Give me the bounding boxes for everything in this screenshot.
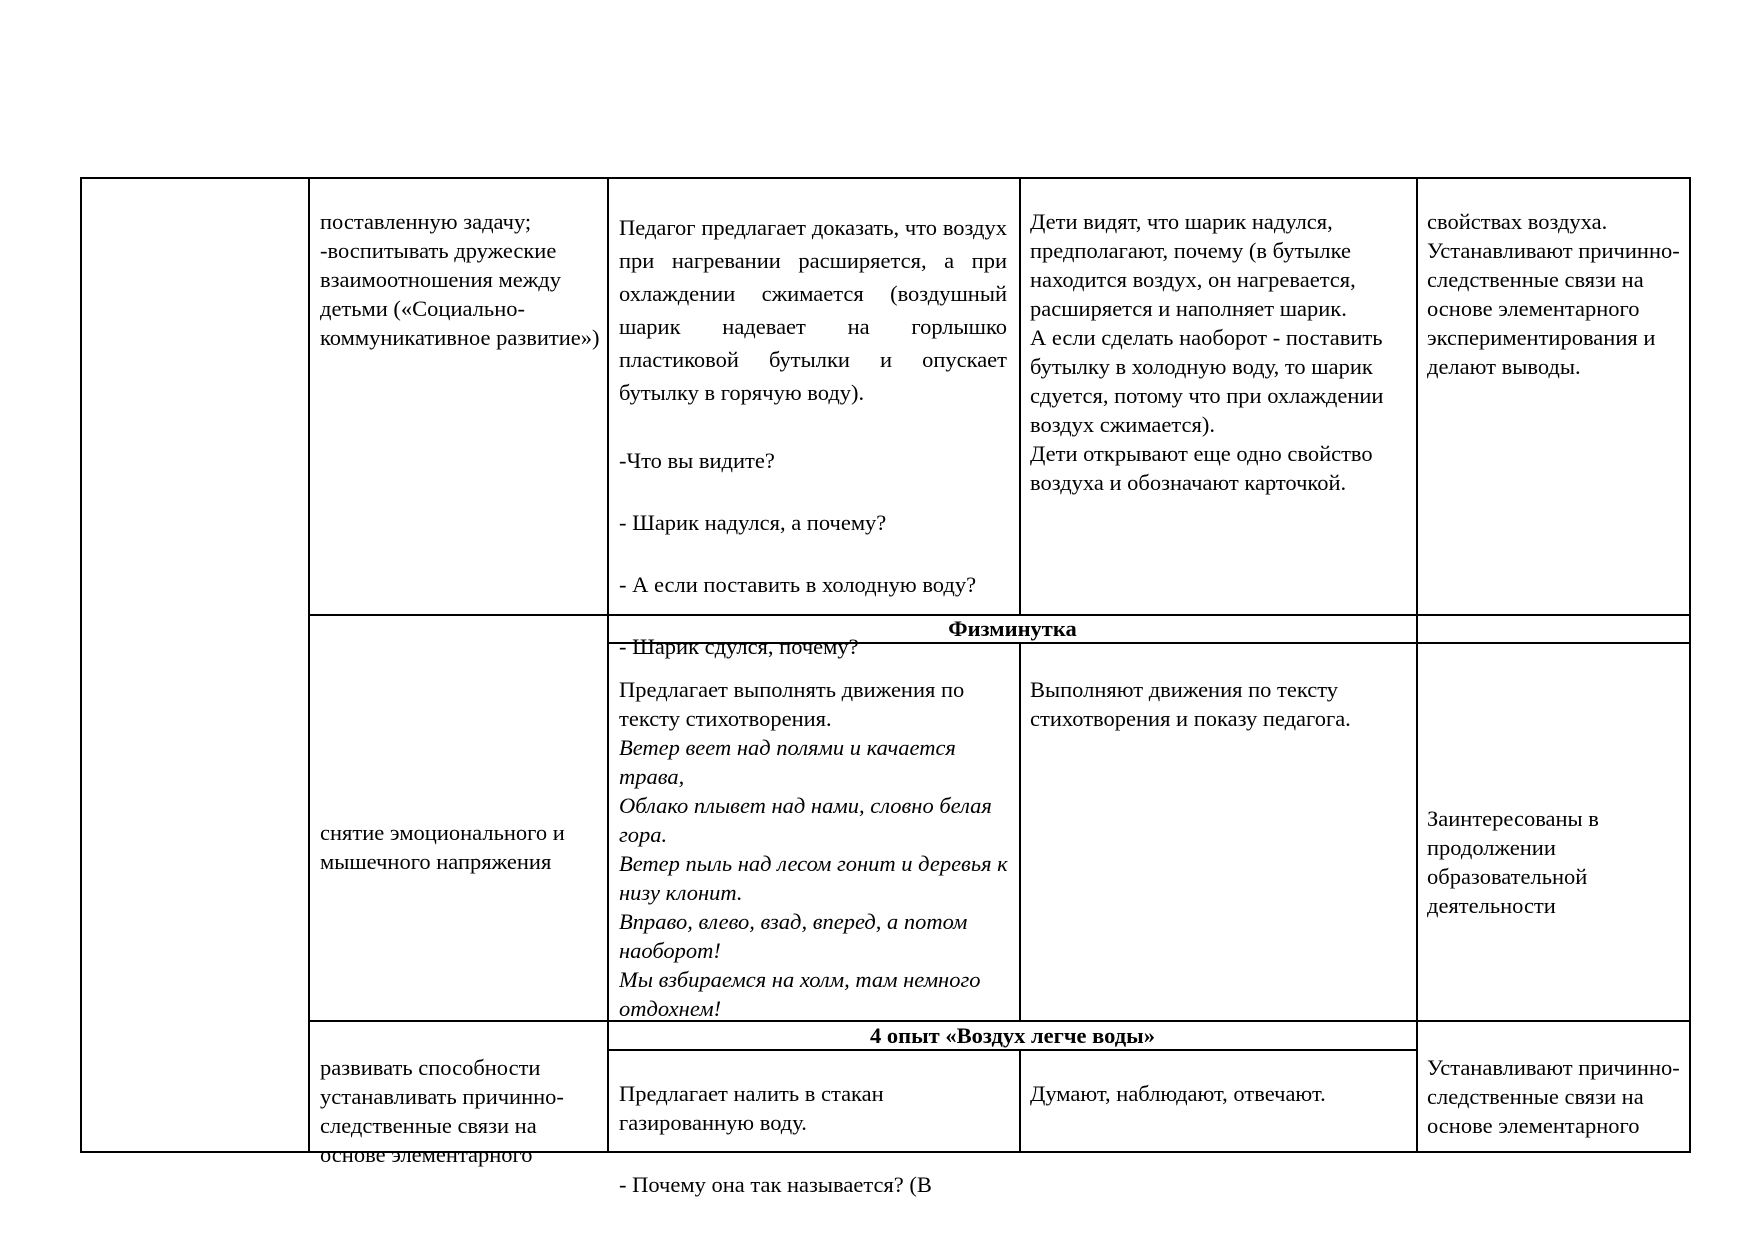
row2-heading: Физминутка	[948, 616, 1077, 641]
row1-children-text: Дети видят, что шарик надулся, предполагают, почему (в бутылке находится воздух, он нагревается, расширяется и наполняет шарик. А если сделать наоборот - поставить бутылку в холодную воду, то шарик сдуется, потому что при охлаждении воздух сжимается). Дети открывают еще одно свойство воздуха и обозначают карточкой.	[1030, 209, 1384, 495]
col-border-3	[607, 177, 609, 1153]
col-border-1	[80, 177, 82, 1153]
row2-goal-cell	[320, 789, 605, 876]
row1-result-cell	[1427, 178, 1683, 381]
row2-result-text: Заинтересованы в продолжении образовательной деятельности	[1427, 806, 1599, 918]
row2-children-cell	[1030, 646, 1410, 733]
row2-result-cell	[1427, 775, 1683, 920]
row2-poem: Ветер веет над полями и качается трава, Облако плывет над нами, словно белая гора. Ветер пыль над лесом гонит и деревья к низу клонит. Вправо, влево, взад, вперед, а потом наоборот! Мы взбираемся на холм, там немного отдохнем!	[619, 735, 1008, 1021]
row3-children-cell	[1030, 1050, 1410, 1108]
row1-children-cell	[1030, 178, 1410, 497]
row1-goal-cell	[320, 178, 600, 352]
row2-goal-text: снятие эмоционального и мышечного напряжения	[320, 820, 565, 874]
col-border-4b	[1019, 643, 1021, 1021]
row3-result-text: Устанавливают причинно-следственные связи на основе элементарного	[1427, 1055, 1680, 1138]
col-border-2	[308, 177, 310, 1153]
row1-teacher-question-2: - Шарик надулся, а почему?	[619, 510, 887, 535]
row2-teacher-intro: Предлагает выполнять движения по тексту стихотворения.	[619, 677, 965, 731]
row3-result-cell	[1427, 1024, 1683, 1150]
row2-children-text: Выполняют движения по тексту стихотворения и показу педагога.	[1030, 677, 1351, 731]
row2-teacher-cell	[619, 646, 1011, 1052]
col-border-4a	[1019, 177, 1021, 615]
row1-teacher-question-4: - Шарик сдулся, почему?	[619, 634, 859, 659]
row3-heading: 4 опыт «Воздух легче воды»	[870, 1023, 1155, 1048]
row1-goal-text: поставленную задачу; -воспитывать дружеские взаимоотношения между детьми («Социально-коммуникативное развитие»)	[320, 209, 600, 350]
row1-result-text: свойствах воздуха. Устанавливают причинно-следственные связи на основе элементарного экспериментирования и делают выводы.	[1427, 209, 1680, 379]
row3-goal-cell	[320, 1024, 600, 1169]
row1-teacher-question-1: -Что вы видите?	[619, 448, 775, 473]
row3-teacher-question: - Почему она так называется? (В	[619, 1172, 932, 1197]
col-border-5	[1416, 177, 1418, 1153]
row3-goal-text: развивать способности устанавливать причинно-следственные связи на основе элементарного	[320, 1055, 564, 1167]
col-border-6	[1689, 177, 1691, 1153]
row3-teacher-cell	[619, 1050, 1011, 1228]
row1-teacher-question-3: - А если поставить в холодную воду?	[619, 572, 977, 597]
row3-teacher-paragraph: Предлагает налить в стакан газированную воду.	[619, 1081, 884, 1135]
row3-children-text: Думают, наблюдают, отвечают.	[1030, 1081, 1326, 1106]
row1-teacher-paragraph: Педагог предлагает доказать, что воздух при нагревании расширяется, а при охлаждении сжимается (воздушный шарик надевает на горлышко пластиковой бутылки и опускает бутылку в горячую воду).	[619, 215, 1007, 405]
col-border-4c	[1019, 1050, 1021, 1153]
